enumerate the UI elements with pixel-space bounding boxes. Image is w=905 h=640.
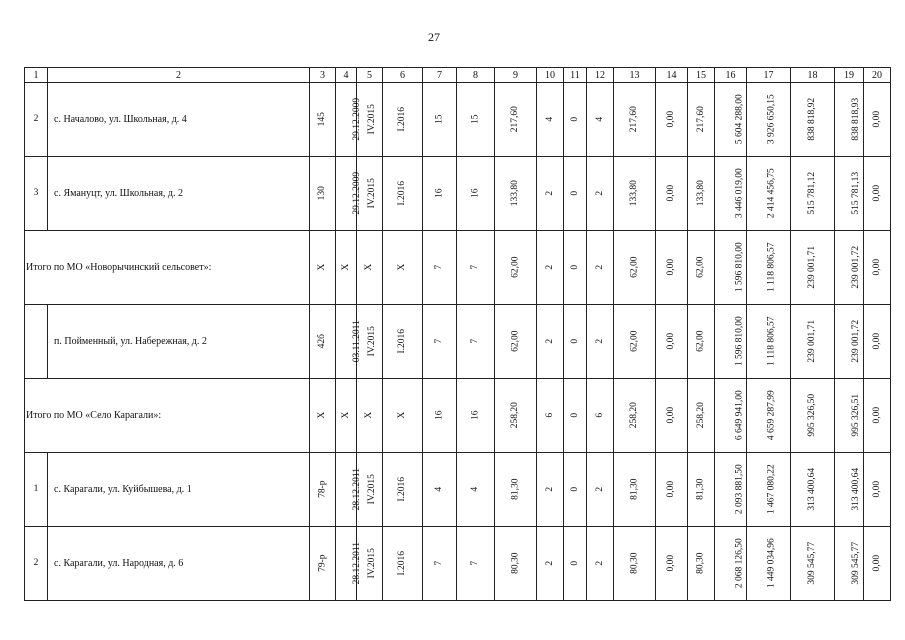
cell-value: 1 596 810,00 [734, 316, 745, 367]
data-cell [656, 157, 688, 231]
cell-value: 0 [569, 117, 580, 122]
cell-value: 2 414 456,75 [766, 168, 777, 219]
data-cell [423, 379, 457, 453]
data-cell [614, 83, 656, 157]
data-cell [688, 379, 715, 453]
cell-value: 1 467 080,22 [766, 464, 777, 515]
data-cell [457, 305, 495, 379]
cell-value: 313 400,64 [807, 468, 818, 511]
data-cell [835, 83, 864, 157]
cell-value: 62,00 [510, 256, 521, 279]
data-cell [835, 379, 864, 453]
row-number: 1 [25, 453, 48, 527]
cell-value: 838 818,93 [851, 98, 862, 141]
cell-value: 03.11.2011 [351, 320, 362, 363]
cell-value: 29.12.2009 [352, 98, 363, 141]
cell-value: X [397, 412, 408, 419]
cell-value: 217,60 [510, 106, 521, 133]
data-cell [791, 83, 835, 157]
data-cell [587, 379, 614, 453]
data-cell [835, 157, 864, 231]
data-cell [423, 157, 457, 231]
column-header: 19 [835, 68, 864, 83]
cell-value: 42б [317, 334, 328, 349]
address-cell: с. Карагали, ул. Народная, д. 6 [48, 527, 310, 601]
cell-value: 145 [317, 112, 328, 127]
data-cell [835, 453, 864, 527]
data-cell [715, 379, 747, 453]
cell-value: 258,20 [510, 402, 521, 429]
cell-value: 0 [569, 413, 580, 418]
data-cell [495, 527, 537, 601]
cell-value: 80,30 [695, 552, 706, 575]
data-cell [383, 305, 423, 379]
data-cell [336, 305, 362, 379]
cell-value: 217,60 [629, 106, 640, 133]
data-cell [747, 231, 791, 305]
data-cell [537, 527, 564, 601]
cell-value: 0 [569, 265, 580, 270]
data-cell [587, 453, 614, 527]
data-cell [688, 527, 715, 601]
column-header: 12 [587, 68, 614, 83]
data-cell [310, 83, 336, 157]
cell-value: 7 [470, 339, 481, 344]
data-cell [457, 379, 495, 453]
cell-value: 28.12.2011 [351, 468, 362, 511]
cell-value: 515 781,12 [807, 172, 818, 215]
data-cell [383, 157, 423, 231]
data-cell [495, 379, 537, 453]
column-header: 3 [310, 68, 336, 83]
column-header: 8 [457, 68, 495, 83]
cell-value: 2 [544, 191, 555, 196]
data-cell [383, 453, 423, 527]
data-cell [656, 305, 688, 379]
data-cell [457, 453, 495, 527]
cell-value: 1 449 034,96 [766, 538, 777, 589]
data-cell [688, 231, 715, 305]
column-header: 9 [495, 68, 537, 83]
cell-value: 80,30 [510, 552, 521, 575]
data-cell [564, 379, 587, 453]
data-cell [864, 83, 891, 157]
cell-value: X [340, 412, 351, 419]
cell-value: 2 093 881,50 [734, 464, 745, 515]
column-header: 5 [357, 68, 383, 83]
column-header: 7 [423, 68, 457, 83]
cell-value: 7 [470, 561, 481, 566]
cell-value: 79-р [317, 554, 328, 573]
data-cell [495, 453, 537, 527]
data-cell [537, 231, 564, 305]
cell-value: 217,60 [695, 106, 706, 133]
column-header: 20 [864, 68, 891, 83]
data-cell [614, 527, 656, 601]
data-cell [688, 157, 715, 231]
data-cell [614, 157, 656, 231]
data-cell [791, 231, 835, 305]
cell-value: X [317, 264, 328, 271]
data-cell [864, 305, 891, 379]
data-cell [791, 453, 835, 527]
data-cell [864, 231, 891, 305]
cell-value: 81,30 [510, 478, 521, 501]
cell-value: 78-р [317, 480, 328, 499]
data-cell [747, 83, 791, 157]
cell-value: 6 [594, 413, 605, 418]
column-header: 15 [688, 68, 715, 83]
cell-value: IV.2015 [366, 326, 377, 357]
column-header: 13 [614, 68, 656, 83]
data-cell [587, 527, 614, 601]
cell-value: 2 [594, 561, 605, 566]
address-cell: с. Ямануцт, ул. Школьная, д. 2 [48, 157, 310, 231]
column-header: 4 [336, 68, 357, 83]
data-cell [688, 83, 715, 157]
cell-value: 0,00 [871, 481, 882, 498]
header-row [25, 68, 891, 83]
data-cell [423, 231, 457, 305]
cell-value: 81,30 [629, 478, 640, 501]
data-cell [564, 527, 587, 601]
cell-value: 2 [594, 487, 605, 492]
data-cell [614, 231, 656, 305]
data-cell [457, 231, 495, 305]
cell-value: 2 [544, 265, 555, 270]
data-cell [791, 305, 835, 379]
data-cell [495, 83, 537, 157]
cell-value: 4 659 287,99 [766, 390, 777, 441]
table-row [25, 527, 891, 601]
cell-value: 995 326,50 [807, 394, 818, 437]
cell-value: 62,00 [629, 330, 640, 353]
cell-value: 81,30 [695, 478, 706, 501]
address-cell: п. Пойменный, ул. Набережная, д. 2 [48, 305, 310, 379]
data-cell [383, 231, 423, 305]
cell-value: 0,00 [666, 259, 677, 276]
data-cell [310, 231, 336, 305]
cell-value: 239 001,72 [851, 246, 862, 289]
cell-value: 0,00 [666, 555, 677, 572]
cell-value: I.2016 [397, 181, 408, 206]
data-cell [614, 379, 656, 453]
cell-value: 258,20 [695, 402, 706, 429]
data-cell [457, 157, 495, 231]
data-cell [537, 83, 564, 157]
cell-value: 2 [594, 191, 605, 196]
column-header: 16 [715, 68, 747, 83]
cell-value: X [364, 264, 375, 271]
column-header: 11 [564, 68, 587, 83]
cell-value: 2 [544, 487, 555, 492]
data-cell [747, 379, 791, 453]
data-table [24, 67, 891, 601]
data-cell [864, 379, 891, 453]
cell-value: 0,00 [871, 185, 882, 202]
data-cell [715, 527, 747, 601]
data-cell [587, 157, 614, 231]
data-cell [564, 305, 587, 379]
row-number: 3 [25, 157, 48, 231]
cell-value: 16 [434, 188, 445, 199]
cell-value: 2 068 126,50 [734, 538, 745, 589]
table-row [25, 305, 891, 379]
cell-value: 4 [434, 487, 445, 492]
data-cell [656, 83, 688, 157]
cell-value: IV.2015 [366, 548, 377, 579]
cell-value: IV.2015 [366, 474, 377, 505]
cell-value: 16 [470, 410, 481, 421]
cell-value: 62,00 [695, 256, 706, 279]
cell-value: 1 596 810,00 [734, 242, 745, 293]
cell-value: X [340, 264, 351, 271]
data-cell [587, 305, 614, 379]
data-cell [495, 157, 537, 231]
cell-value: 7 [434, 339, 445, 344]
data-cell [310, 379, 336, 453]
cell-value: 0,00 [666, 185, 677, 202]
cell-value: 15 [434, 114, 445, 125]
cell-value: 0,00 [871, 111, 882, 128]
cell-value: 16 [470, 188, 481, 199]
data-cell [423, 527, 457, 601]
data-cell [336, 157, 363, 231]
cell-value: 130 [317, 186, 328, 201]
cell-value: 4 [470, 487, 481, 492]
data-cell [747, 527, 791, 601]
data-cell [587, 231, 614, 305]
data-cell [537, 305, 564, 379]
cell-value: I.2016 [397, 329, 408, 354]
data-cell [423, 305, 457, 379]
cell-value: 16 [434, 410, 445, 421]
data-cell [423, 83, 457, 157]
total-label: Итого по МО «Новорычинский сельсовет»: [25, 231, 310, 305]
total-row [25, 379, 891, 453]
data-cell [587, 83, 614, 157]
data-cell [656, 231, 688, 305]
data-cell [715, 83, 747, 157]
cell-value: I.2016 [397, 477, 408, 502]
data-cell [357, 379, 383, 453]
data-cell [688, 305, 715, 379]
table-row [25, 453, 891, 527]
cell-value: 7 [434, 561, 445, 566]
cell-value: 28.12.2011 [351, 542, 362, 585]
data-cell [564, 453, 587, 527]
cell-value: 515 781,13 [851, 172, 862, 215]
cell-value: 133,80 [629, 180, 640, 207]
data-cell [715, 231, 747, 305]
cell-value: 80,30 [629, 552, 640, 575]
data-cell [864, 527, 891, 601]
cell-value: I.2016 [397, 551, 408, 576]
column-header: 10 [537, 68, 564, 83]
data-cell [835, 527, 864, 601]
column-header: 1 [25, 68, 48, 83]
cell-value: 133,80 [510, 180, 521, 207]
data-cell [537, 453, 564, 527]
cell-value: 838 818,92 [807, 98, 818, 141]
data-cell [564, 83, 587, 157]
table-row [25, 83, 891, 157]
cell-value: 0 [569, 339, 580, 344]
cell-value: 0,00 [666, 481, 677, 498]
data-cell [457, 527, 495, 601]
data-cell [310, 453, 336, 527]
cell-value: X [364, 412, 375, 419]
cell-value: 0,00 [666, 407, 677, 424]
cell-value: 995 326,51 [851, 394, 862, 437]
data-cell [715, 305, 747, 379]
cell-value: 313 400,64 [851, 468, 862, 511]
data-cell [835, 305, 864, 379]
data-cell [564, 157, 587, 231]
row-number: 2 [25, 527, 48, 601]
data-cell [310, 527, 336, 601]
cell-value: 2 [544, 339, 555, 344]
cell-value: 6 649 941,00 [734, 390, 745, 441]
address-cell: с. Началово, ул. Школьная, д. 4 [48, 83, 310, 157]
data-cell [835, 231, 864, 305]
data-cell [423, 453, 457, 527]
cell-value: 1 118 806,57 [766, 242, 777, 293]
data-cell [537, 157, 564, 231]
data-cell [383, 527, 423, 601]
column-header: 14 [656, 68, 688, 83]
data-cell [864, 157, 891, 231]
cell-value: 2 [594, 265, 605, 270]
cell-value: I.2016 [397, 107, 408, 132]
address-cell: с. Карагали, ул. Куйбышева, д. 1 [48, 453, 310, 527]
data-cell [614, 453, 656, 527]
page-number: 27 [428, 30, 440, 44]
data-cell [656, 379, 688, 453]
column-header: 17 [747, 68, 791, 83]
data-cell [336, 379, 357, 453]
data-cell [537, 379, 564, 453]
data-cell [688, 453, 715, 527]
data-cell [457, 83, 495, 157]
data-cell [336, 231, 357, 305]
cell-value: 309 545,77 [851, 542, 862, 585]
data-cell [564, 231, 587, 305]
cell-value: 239 001,72 [851, 320, 862, 363]
cell-value: 2 [544, 561, 555, 566]
column-header: 18 [791, 68, 835, 83]
data-cell [791, 157, 835, 231]
cell-value: 62,00 [695, 330, 706, 353]
cell-value: 0,00 [666, 333, 677, 350]
data-cell [747, 157, 791, 231]
cell-value: 3 926 650,15 [766, 94, 777, 145]
total-label: Итого по МО «Село Карагали»: [25, 379, 310, 453]
cell-value: IV.2015 [366, 178, 377, 209]
cell-value: X [317, 412, 328, 419]
cell-value: X [397, 264, 408, 271]
cell-value: 0,00 [871, 259, 882, 276]
cell-value: 3 446 019,00 [734, 168, 745, 219]
data-cell [310, 305, 336, 379]
data-cell [747, 453, 791, 527]
data-cell [715, 157, 747, 231]
row-number [25, 305, 48, 379]
data-cell [715, 453, 747, 527]
cell-value: 239 001,71 [807, 320, 818, 363]
data-cell [383, 379, 423, 453]
cell-value: IV.2015 [366, 104, 377, 135]
cell-value: 62,00 [629, 256, 640, 279]
total-row [25, 231, 891, 305]
cell-value: 4 [594, 117, 605, 122]
cell-value: 0,00 [871, 333, 882, 350]
data-cell [495, 231, 537, 305]
data-cell [495, 305, 537, 379]
cell-value: 6 [544, 413, 555, 418]
cell-value: 7 [470, 265, 481, 270]
data-cell [336, 83, 363, 157]
column-header: 6 [383, 68, 423, 83]
cell-value: 1 118 806,57 [766, 316, 777, 367]
data-cell [656, 453, 688, 527]
data-cell [336, 453, 362, 527]
table-row [25, 157, 891, 231]
data-cell [614, 305, 656, 379]
cell-value: 258,20 [629, 402, 640, 429]
data-cell [383, 83, 423, 157]
data-cell [357, 231, 383, 305]
cell-value: 0,00 [871, 407, 882, 424]
cell-value: 4 [544, 117, 555, 122]
cell-value: 5 604 288,00 [734, 94, 745, 145]
cell-value: 133,80 [695, 180, 706, 207]
data-cell [747, 305, 791, 379]
cell-value: 0 [569, 561, 580, 566]
column-header: 2 [48, 68, 310, 83]
cell-value: 7 [434, 265, 445, 270]
data-cell [310, 157, 336, 231]
data-cell [864, 453, 891, 527]
cell-value: 239 001,71 [807, 246, 818, 289]
data-cell [791, 379, 835, 453]
cell-value: 62,00 [510, 330, 521, 353]
cell-value: 15 [470, 114, 481, 125]
cell-value: 0,00 [666, 111, 677, 128]
cell-value: 2 [594, 339, 605, 344]
cell-value: 0,00 [871, 555, 882, 572]
cell-value: 0 [569, 487, 580, 492]
cell-value: 0 [569, 191, 580, 196]
cell-value: 29.12.2009 [352, 172, 363, 215]
row-number: 2 [25, 83, 48, 157]
data-cell [791, 527, 835, 601]
data-cell [336, 527, 362, 601]
data-cell [656, 527, 688, 601]
cell-value: 309 545,77 [807, 542, 818, 585]
